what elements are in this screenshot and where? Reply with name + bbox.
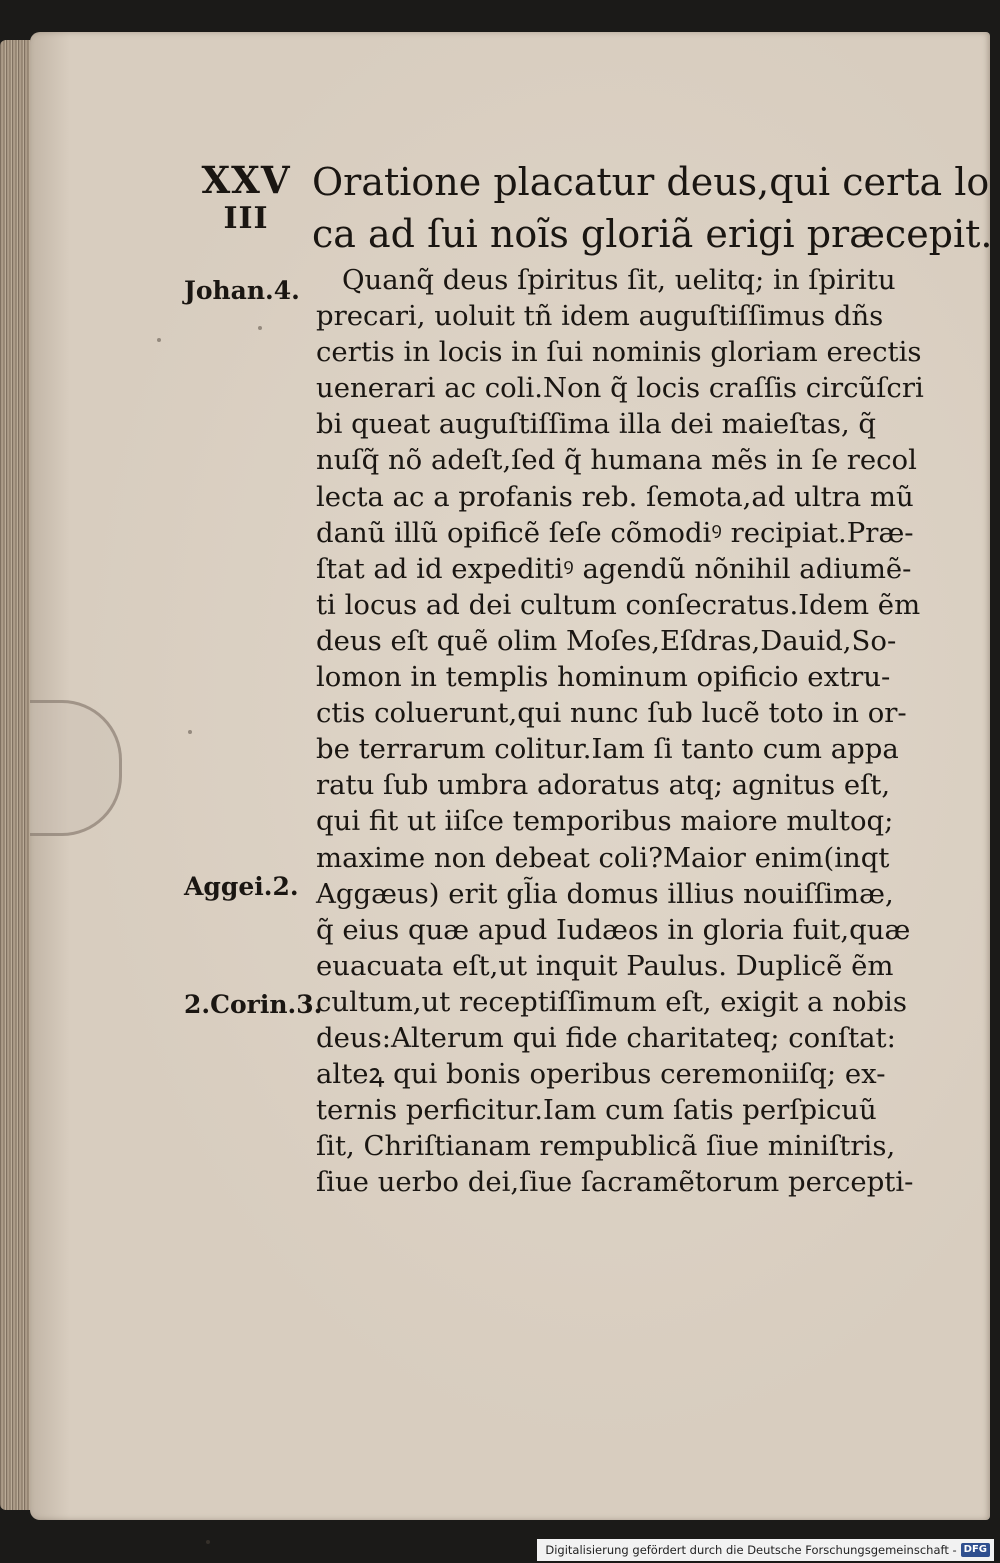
- paper-speck: [206, 1540, 210, 1544]
- chapter-number-line-1: XXV: [201, 158, 291, 202]
- marginal-note-aggei: Aggei.2.: [184, 872, 299, 901]
- text-line: lecta ac a profanis reb. ſemota,ad ultra mũ: [316, 480, 914, 513]
- paper-speck: [258, 326, 262, 330]
- text-line: be terrarum colitur.Iam ſi tanto cum appa: [316, 733, 899, 766]
- page-clip: [30, 700, 122, 836]
- text-line: ſiue uerbo dei,ſiue ſacramẽtorum percepti-: [316, 1166, 914, 1199]
- marginal-note-johan: Johan.4.: [184, 276, 300, 305]
- text-line: danũ illũ opificẽ ſeſe cõmodiꝰ recipiat.Præ-: [316, 516, 914, 549]
- heading-line: Oratione placatur deus,qui certa lo: [312, 160, 990, 204]
- text-line: alteꝝ qui bonis operibus ceremoniiſq; ex-: [316, 1058, 886, 1091]
- text-line: cultum,ut receptiſſimum eſt, exigit a nobis: [316, 985, 907, 1018]
- heading-line: ca ad ſui noĩs gloriã erigi præcepit.: [312, 212, 993, 256]
- chapter-number-line-2: III: [223, 201, 269, 236]
- text-line: ratu ſub umbra adoratus atq; agnitus eſt,: [316, 769, 891, 802]
- text-line: bi queat auguſtiſſima illa dei maieſtas, q̃: [316, 408, 877, 441]
- dfg-logo: DFG: [961, 1543, 990, 1557]
- text-line: lomon in templis hominum opificio extru-: [316, 661, 891, 694]
- body-text: [316, 262, 946, 1200]
- footer-text: Digitalisierung gefördert durch die Deutsche Forschungsgemeinschaft -: [545, 1543, 957, 1557]
- text-line: maxime non debeat coli?Maior enim(inqt: [316, 841, 890, 874]
- text-line: deus:Alterum qui fide charitateq; conſtat:: [316, 1021, 896, 1054]
- text-line: ternis perficitur.Iam cum ſatis perſpicuũ: [316, 1094, 877, 1127]
- paper-speck: [157, 338, 161, 342]
- text-line: ctis coluerunt,qui nunc ſub lucẽ toto in or-: [316, 697, 907, 730]
- marginal-note-corin: 2.Corin.3.: [184, 990, 323, 1019]
- text-line: Quanq̃ deus ſpiritus ſit, uelitq; in ſpiritu: [342, 264, 896, 296]
- text-line: ti locus ad dei cultum conſecratus.Idem ẽm: [316, 588, 921, 621]
- text-line: uenerari ac coli.Non q̃ locis craſſis circũſcri: [316, 372, 924, 405]
- text-line: deus eſt quẽ olim Moſes,Eſdras,Dauid,So-: [316, 624, 897, 657]
- text-line: nuſq̃ nõ adeſt,ſed q̃ humana mẽs in ſe recol: [316, 444, 917, 477]
- text-line: precari, uoluit tñ idem auguſtiſſimus dñs: [316, 300, 884, 333]
- chapter-heading: [312, 156, 993, 260]
- paper-speck: [188, 730, 192, 734]
- text-line: ſit, Chriſtianam rempublicã ſiue miniſtris,: [316, 1130, 896, 1163]
- chapter-number: [196, 158, 296, 236]
- text-line: q̃ eius quæ apud Iudæos in gloria fuit,quæ: [316, 913, 911, 946]
- text-line: certis in locis in ſui nominis gloriam erectis: [316, 336, 922, 369]
- text-line: ſtat ad id expeditiꝰ agendũ nõnihil adiumẽ-: [316, 552, 912, 585]
- digitization-footer: [537, 1539, 994, 1561]
- text-line: Aggæus) erit gl̃ia domus illius nouiſſimæ,: [316, 877, 894, 910]
- text-line: euacuata eſt,ut inquit Paulus. Duplicẽ ẽm: [316, 949, 894, 982]
- text-line: qui fit ut iiſce temporibus maiore multoq;: [316, 805, 894, 838]
